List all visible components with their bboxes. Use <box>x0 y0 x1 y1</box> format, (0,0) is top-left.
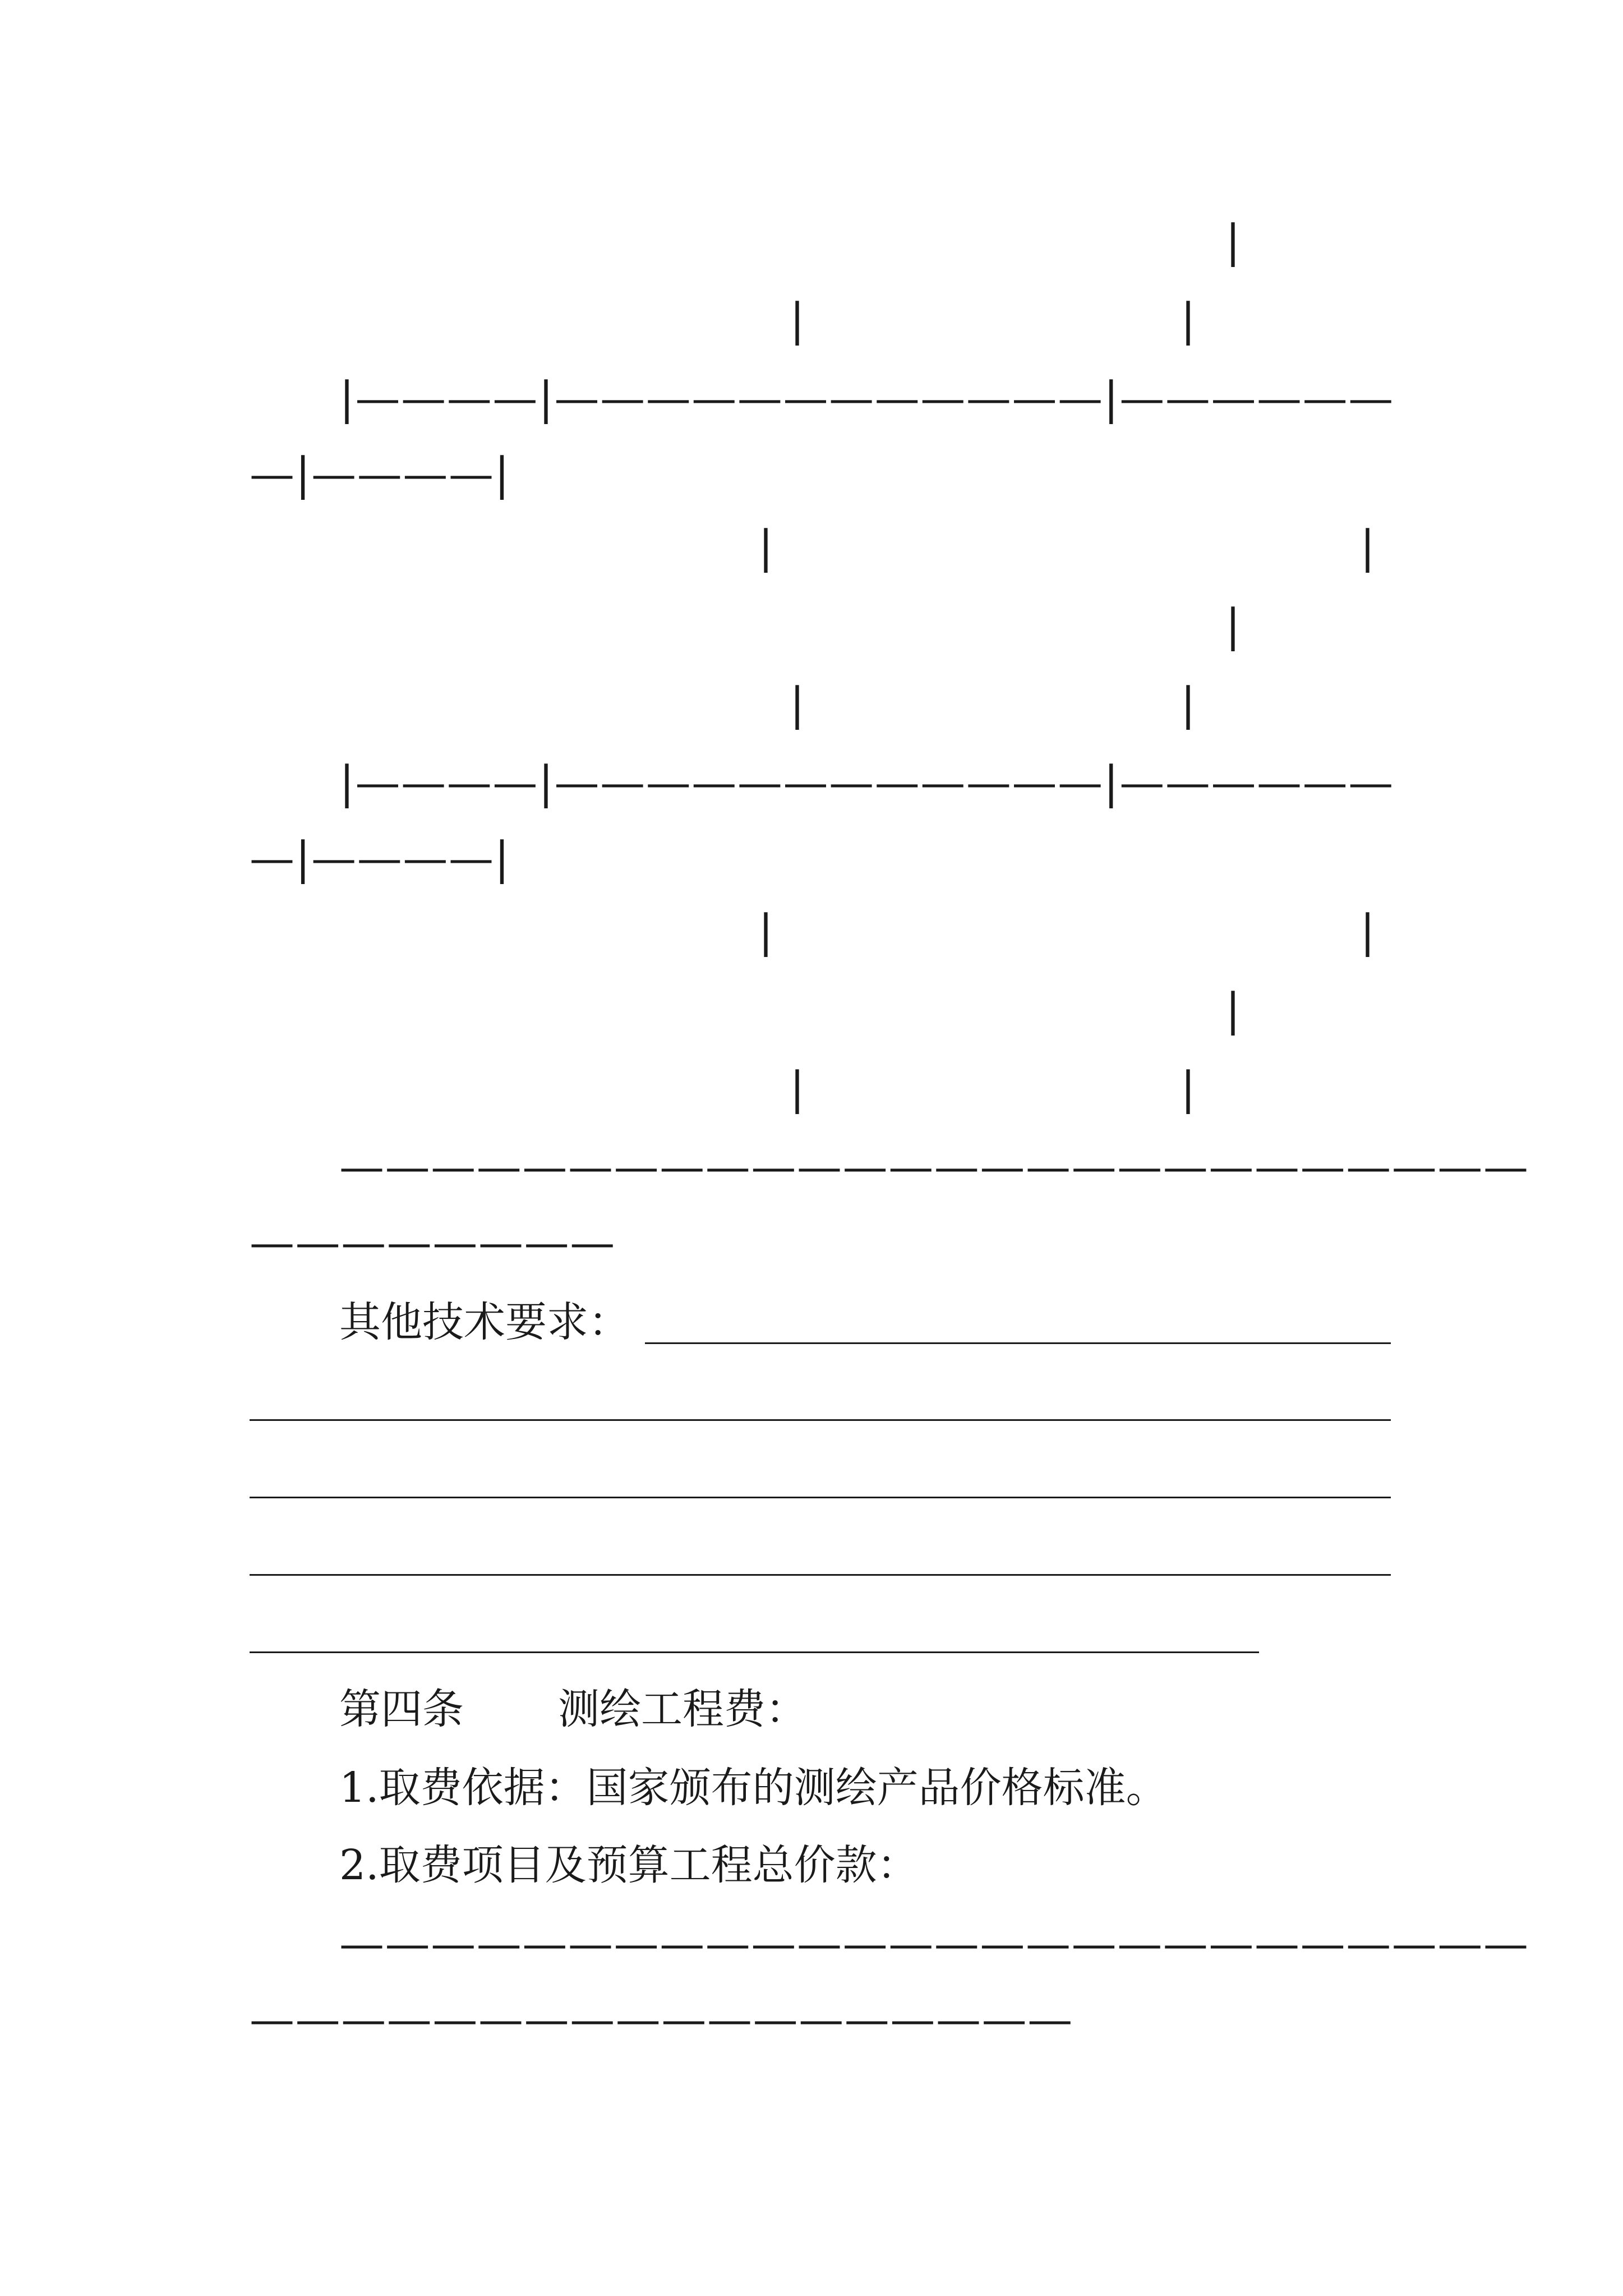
long-rule: —————————————————————————— <box>339 1140 1529 1193</box>
table-rule-row: —|————| <box>250 832 511 884</box>
table-bar: | <box>758 521 773 573</box>
table-bar: | <box>1181 293 1196 346</box>
long-rule: ———————— <box>250 1216 616 1268</box>
table-bar: | <box>758 905 773 957</box>
long-rule: —————————————————— <box>250 1993 1073 2045</box>
fill-in-line <box>250 1497 1391 1498</box>
article-title: 测绘工程费： <box>558 1685 807 1733</box>
fill-in-line <box>645 1342 1391 1344</box>
table-bar: | <box>1360 521 1375 573</box>
table-rule-row: |————|————————————|—————— <box>339 756 1394 808</box>
table-bar: | <box>1181 678 1196 730</box>
table-bar: | <box>1225 215 1241 267</box>
table-bar: | <box>790 678 805 730</box>
table-bar: | <box>790 293 805 346</box>
fill-in-line <box>250 1651 1259 1653</box>
long-rule: —————————————————————————— <box>339 1917 1529 1970</box>
article-item: 1.取费依据：国家颁布的测绘产品价格标准。 <box>339 1764 1168 1812</box>
other-tech-label: 其他技术要求： <box>339 1298 630 1346</box>
table-bar: | <box>1225 983 1241 1036</box>
table-rule-row: |————|————————————|—————— <box>339 372 1394 424</box>
table-rule-row: —|————| <box>250 448 511 500</box>
table-bar: | <box>1360 905 1375 957</box>
table-bar: | <box>790 1062 805 1114</box>
table-bar: | <box>1225 599 1241 651</box>
article-heading: 第四条 <box>339 1685 464 1733</box>
fill-in-line <box>250 1419 1391 1421</box>
fill-in-line <box>250 1574 1391 1576</box>
table-bar: | <box>1181 1062 1196 1114</box>
article-item: 2.取费项目及预算工程总价款： <box>339 1841 919 1889</box>
